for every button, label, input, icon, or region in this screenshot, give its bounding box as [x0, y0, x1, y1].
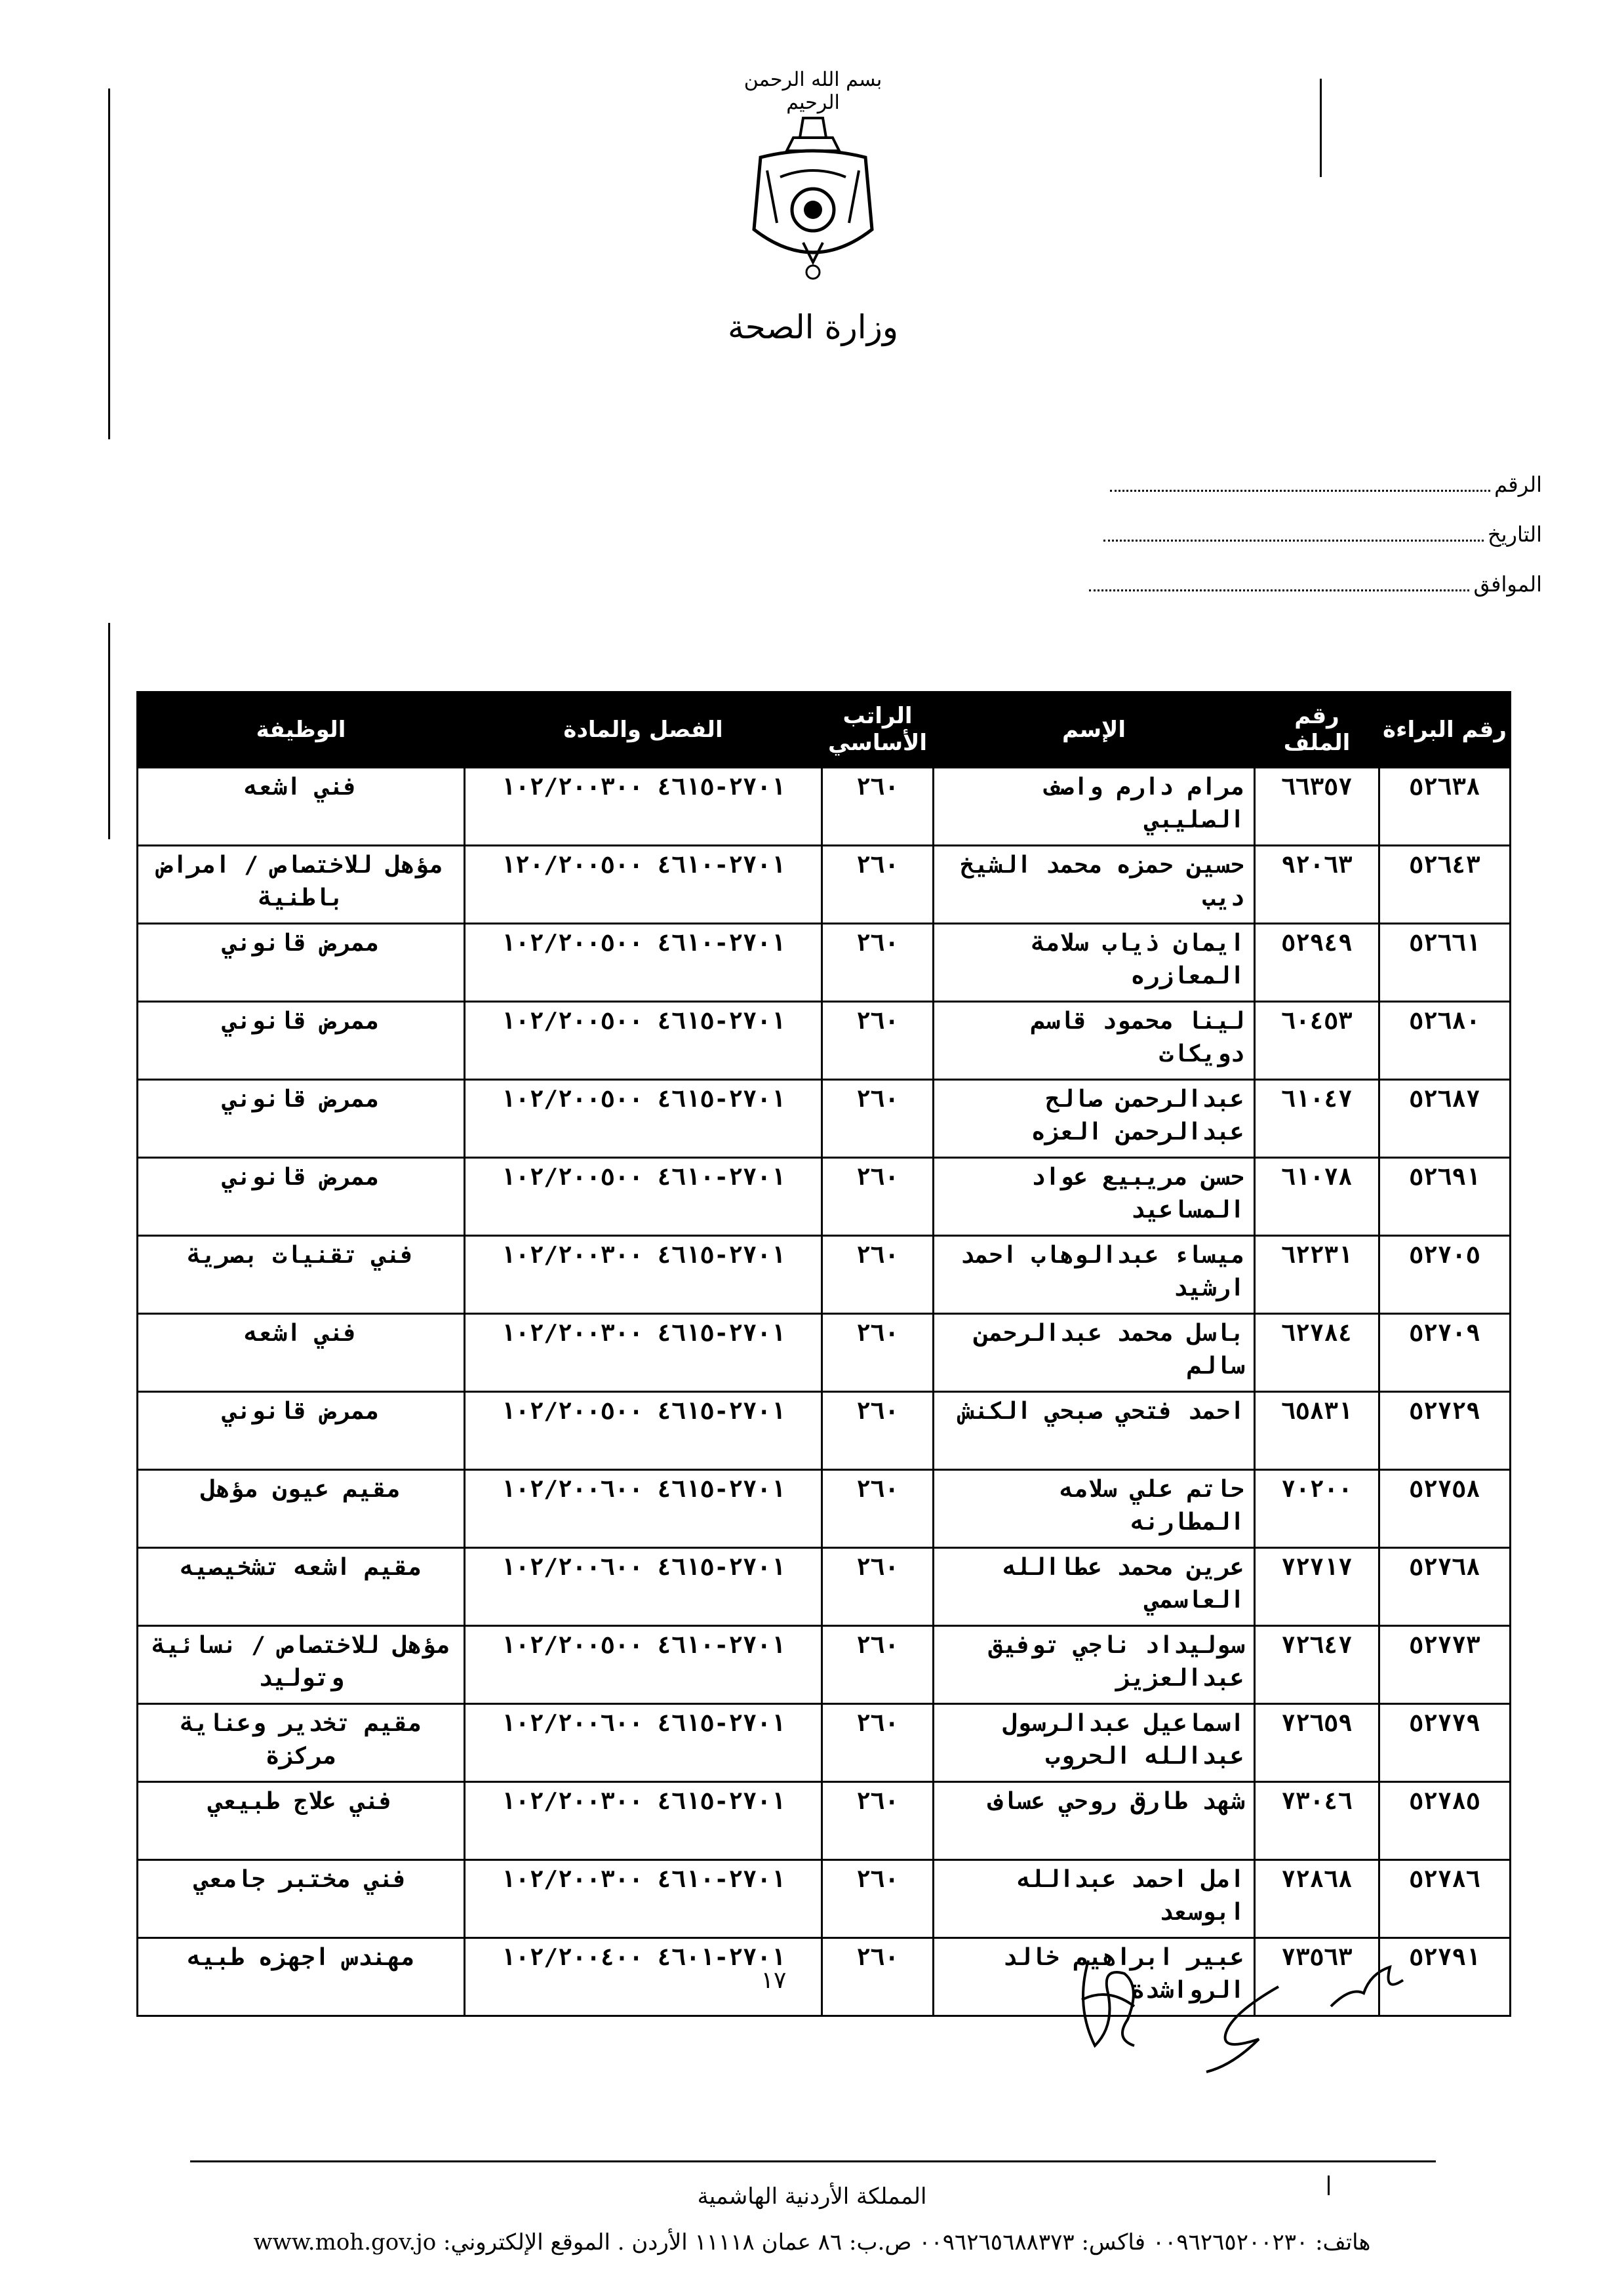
- page-number: ١٧: [761, 1967, 787, 1994]
- cell-job: ممرض قانوني: [138, 1002, 465, 1080]
- cell-file-no: ٧٣٥٦٣: [1255, 1938, 1379, 2016]
- cell-chapter-item: ٢٧٠١-٤٦١٠ ١٠٢/٢٠٠٥٠٠: [465, 1158, 822, 1236]
- cell-file-no: ٦٠٤٥٣: [1255, 1002, 1379, 1080]
- table-header-row: [138, 692, 1511, 768]
- cell-chapter-item: ٢٧٠١-٤٦١٥ ١٠٢/٢٠٠٥٠٠: [465, 1392, 822, 1470]
- cell-name: احمد فتحي صبحي الكنش: [934, 1392, 1255, 1470]
- cell-name: باسل محمد عبدالرحمن سالم: [934, 1314, 1255, 1392]
- reference-corresponding-label: الموافق: [1473, 572, 1542, 597]
- reference-corresponding-field: [1089, 572, 1542, 597]
- table-row: [138, 1080, 1511, 1158]
- cell-basic-salary: ٢٦٠: [822, 1938, 934, 2016]
- cell-chapter-item: ٢٧٠١-٤٦١٥ ١٠٢/٢٠٠٦٠٠: [465, 1470, 822, 1548]
- cell-name: حسين حمزه محمد الشيخ ديب: [934, 846, 1255, 924]
- cell-chapter-item: ٢٧٠١-٤٦١٥ ١٠٢/٢٠٠٦٠٠: [465, 1704, 822, 1782]
- cell-job: فني علاج طبيعي: [138, 1782, 465, 1860]
- table-row: [138, 1236, 1511, 1314]
- cell-certificate-no: ٥٢٧٥٨: [1379, 1470, 1511, 1548]
- table-row: [138, 846, 1511, 924]
- cell-name: عرين محمد عطاالله العاسمي: [934, 1548, 1255, 1626]
- table-row: [138, 1470, 1511, 1548]
- footer-kingdom-name: المملكة الأردنية الهاشمية: [697, 2183, 927, 2210]
- cell-file-no: ٥٢٩٤٩: [1255, 924, 1379, 1002]
- reference-corresponding-blank: [1089, 589, 1469, 591]
- cell-job: مهندس اجهزه طبيه: [138, 1938, 465, 2016]
- cell-chapter-item: ٢٧٠١-٤٦١٥ ١٠٢/٢٠٠٥٠٠: [465, 1080, 822, 1158]
- header-chapter-item: الفصل والمادة: [465, 692, 822, 768]
- cell-name: سوليداد ناجي توفيق عبدالعزيز: [934, 1626, 1255, 1704]
- table-row: [138, 1548, 1511, 1626]
- cell-basic-salary: ٢٦٠: [822, 1002, 934, 1080]
- cell-certificate-no: ٥٢٧٧٩: [1379, 1704, 1511, 1782]
- cell-chapter-item: ٢٧٠١-٤٦١٥ ١٠٢/٢٠٠٣٠٠: [465, 768, 822, 846]
- cell-job: مقيم تخدير وعناية مركزة: [138, 1704, 465, 1782]
- cell-job: مؤهل للاختصاص / نسائية وتوليد: [138, 1626, 465, 1704]
- cell-file-no: ٧٢٧١٧: [1255, 1548, 1379, 1626]
- cell-certificate-no: ٥٢٦٨٠: [1379, 1002, 1511, 1080]
- employees-salary-table: [136, 691, 1511, 2017]
- handwritten-signatures: [1062, 1947, 1429, 2078]
- cell-job: فني اشعه: [138, 768, 465, 846]
- cell-name: شهد طارق روحي عساف: [934, 1782, 1255, 1860]
- cell-file-no: ٩٢٠٦٣: [1255, 846, 1379, 924]
- table-row: [138, 1158, 1511, 1236]
- cell-name: عبير ابراهيم خالد الرواشدة: [934, 1938, 1255, 2016]
- cell-chapter-item: ٢٧٠١-٤٦٠١ ١٠٢/٢٠٠٤٠٠: [465, 1938, 822, 2016]
- reference-number-blank: [1110, 490, 1490, 492]
- cell-chapter-item: ٢٧٠١-٤٦١٠ ١٠٢/٢٠٠٣٠٠: [465, 1860, 822, 1938]
- coat-of-arms-emblem: [741, 111, 885, 288]
- cell-file-no: ٦١٠٤٧: [1255, 1080, 1379, 1158]
- cell-certificate-no: ٥٢٦٨٧: [1379, 1080, 1511, 1158]
- table-row: [138, 1704, 1511, 1782]
- cell-name: حسن مريبيع عواد المساعيد: [934, 1158, 1255, 1236]
- reference-number-field: [1110, 472, 1542, 497]
- cell-basic-salary: ٢٦٠: [822, 846, 934, 924]
- table-row: [138, 768, 1511, 846]
- cell-job: مقيم عيون مؤهل: [138, 1470, 465, 1548]
- cell-basic-salary: ٢٦٠: [822, 1080, 934, 1158]
- header-job: الوظيفة: [138, 692, 465, 768]
- reference-date-label: التاريخ: [1487, 522, 1542, 547]
- cell-basic-salary: ٢٦٠: [822, 1860, 934, 1938]
- table-row: [138, 1626, 1511, 1704]
- cell-certificate-no: ٥٢٧٨٦: [1379, 1860, 1511, 1938]
- cell-job: فني مختبر جامعي: [138, 1860, 465, 1938]
- cell-file-no: ٧٢٦٥٩: [1255, 1704, 1379, 1782]
- reference-number-label: الرقم: [1494, 472, 1542, 497]
- footer-contact-info: هاتف: ٠٠٩٦٢٦٥٢٠٠٢٣٠ فاكس: ٠٠٩٦٢٦٥٦٨٨٣٧٣ ص.ب: ٨٦ عمان ١١١١٨ الأردن . الموقع الإلكتروني: www.moh.gov.jo: [253, 2229, 1371, 2255]
- header-certificate-no: رقم البراءة: [1379, 692, 1511, 768]
- cell-basic-salary: ٢٦٠: [822, 1782, 934, 1860]
- cell-name: حاتم علي سلامه المطارنه: [934, 1470, 1255, 1548]
- table-row: [138, 1002, 1511, 1080]
- table-row: [138, 1782, 1511, 1860]
- cell-certificate-no: ٥٢٦٩١: [1379, 1158, 1511, 1236]
- cell-certificate-no: ٥٢٧٩١: [1379, 1938, 1511, 2016]
- ministry-name: وزارة الصحة: [728, 308, 898, 346]
- reference-date-field: [1103, 522, 1542, 547]
- cell-chapter-item: ٢٧٠١-٤٦١٥ ١٠٢/٢٠٠٥٠٠: [465, 1002, 822, 1080]
- cell-chapter-item: ٢٧٠١-٤٦١٠ ١٠٢/٢٠٠٥٠٠: [465, 1626, 822, 1704]
- cell-job: فني تقنيات بصرية: [138, 1236, 465, 1314]
- cell-name: ايمان ذياب سلامة المعازره: [934, 924, 1255, 1002]
- cell-certificate-no: ٥٢٦٣٨: [1379, 768, 1511, 846]
- cell-basic-salary: ٢٦٠: [822, 1548, 934, 1626]
- cell-file-no: ٧٠٢٠٠: [1255, 1470, 1379, 1548]
- cell-basic-salary: ٢٦٠: [822, 1626, 934, 1704]
- header-name: الإسم: [934, 692, 1255, 768]
- cell-name: اسماعيل عبدالرسول عبدالله الحروب: [934, 1704, 1255, 1782]
- cell-file-no: ٦١٠٧٨: [1255, 1158, 1379, 1236]
- cell-job: ممرض قانوني: [138, 1392, 465, 1470]
- cell-name: عبدالرحمن صالح عبدالرحمن العزه: [934, 1080, 1255, 1158]
- cell-file-no: ٦٢٧٨٤: [1255, 1314, 1379, 1392]
- cell-job: ممرض قانوني: [138, 1158, 465, 1236]
- cell-basic-salary: ٢٦٠: [822, 1158, 934, 1236]
- cell-certificate-no: ٥٢٧٠٩: [1379, 1314, 1511, 1392]
- cell-chapter-item: ٢٧٠١-٤٦١٥ ١٠٢/٢٠٠٣٠٠: [465, 1314, 822, 1392]
- cell-certificate-no: ٥٢٦٤٣: [1379, 846, 1511, 924]
- cell-basic-salary: ٢٦٠: [822, 924, 934, 1002]
- cell-basic-salary: ٢٦٠: [822, 1704, 934, 1782]
- cell-job: مؤهل للاختصاص / امراض باطنية: [138, 846, 465, 924]
- cell-certificate-no: ٥٢٦٦١: [1379, 924, 1511, 1002]
- cell-certificate-no: ٥٢٧٧٣: [1379, 1626, 1511, 1704]
- cell-certificate-no: ٥٢٧٢٩: [1379, 1392, 1511, 1470]
- cell-name: لينا محمود قاسم دويكات: [934, 1002, 1255, 1080]
- header-basic-salary: الراتب الأساسي: [822, 692, 934, 768]
- cell-job: ممرض قانوني: [138, 1080, 465, 1158]
- cell-basic-salary: ٢٦٠: [822, 1470, 934, 1548]
- left-margin-line-bottom: [108, 623, 110, 839]
- table-row: [138, 924, 1511, 1002]
- cell-chapter-item: ٢٧٠١-٤٦١٠ ١٢٠/٢٠٠٥٠٠: [465, 846, 822, 924]
- right-margin-line: [1320, 79, 1322, 177]
- basmala-calligraphy: بسم الله الرحمن الرحيم: [743, 68, 882, 114]
- header-file-no: رقم الملف: [1255, 692, 1379, 768]
- cell-job: ممرض قانوني: [138, 924, 465, 1002]
- cell-basic-salary: ٢٦٠: [822, 1392, 934, 1470]
- left-margin-line-top: [108, 89, 110, 439]
- cell-name: امل احمد عبدالله ابوسعد: [934, 1860, 1255, 1938]
- cell-file-no: ٧٣٠٤٦: [1255, 1782, 1379, 1860]
- cell-job: مقيم اشعه تشخيصيه: [138, 1548, 465, 1626]
- cell-name: ميساء عبدالوهاب احمد ارشيد: [934, 1236, 1255, 1314]
- cell-file-no: ٦٥٨٣١: [1255, 1392, 1379, 1470]
- cell-chapter-item: ٢٧٠١-٤٦١٥ ١٠٢/٢٠٠٣٠٠: [465, 1236, 822, 1314]
- cell-file-no: ٦٦٣٥٧: [1255, 768, 1379, 846]
- reference-date-blank: [1103, 540, 1484, 542]
- cell-certificate-no: ٥٢٧٨٥: [1379, 1782, 1511, 1860]
- cell-basic-salary: ٢٦٠: [822, 1236, 934, 1314]
- footer-divider: [190, 2160, 1436, 2162]
- cell-certificate-no: ٥٢٧٦٨: [1379, 1548, 1511, 1626]
- cell-file-no: ٧٢٦٤٧: [1255, 1626, 1379, 1704]
- cell-file-no: ٧٢٨٦٨: [1255, 1860, 1379, 1938]
- cell-basic-salary: ٢٦٠: [822, 768, 934, 846]
- cell-name: مرام دارم واصف الصليبي: [934, 768, 1255, 846]
- table-row: [138, 1860, 1511, 1938]
- cell-file-no: ٦٢٢٣١: [1255, 1236, 1379, 1314]
- cell-job: فني اشعه: [138, 1314, 465, 1392]
- cell-basic-salary: ٢٦٠: [822, 1314, 934, 1392]
- cell-certificate-no: ٥٢٧٠٥: [1379, 1236, 1511, 1314]
- cell-chapter-item: ٢٧٠١-٤٦١٥ ١٠٢/٢٠٠٦٠٠: [465, 1548, 822, 1626]
- cell-chapter-item: ٢٧٠١-٤٦١٠ ١٠٢/٢٠٠٥٠٠: [465, 924, 822, 1002]
- table-row: [138, 1392, 1511, 1470]
- cell-chapter-item: ٢٧٠١-٤٦١٥ ١٠٢/٢٠٠٣٠٠: [465, 1782, 822, 1860]
- table-row: [138, 1314, 1511, 1392]
